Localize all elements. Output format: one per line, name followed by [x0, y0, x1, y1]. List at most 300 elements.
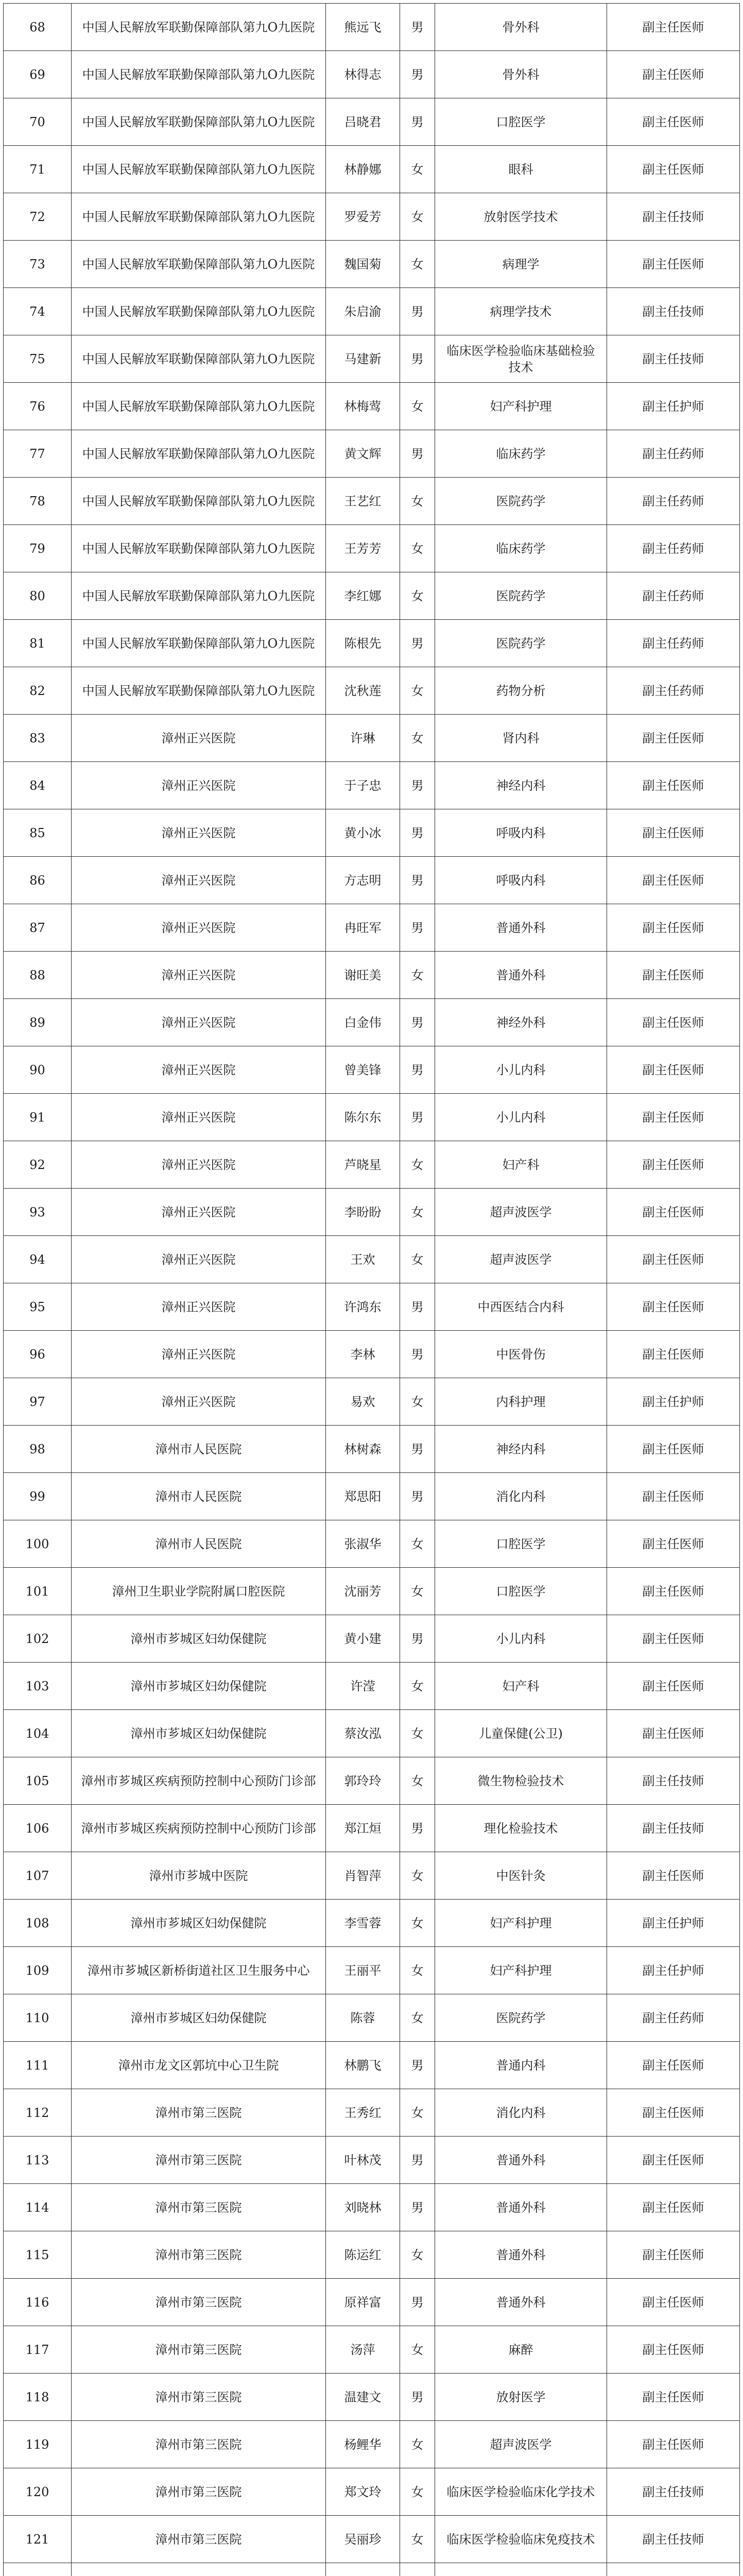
unit-cell: 漳州市第三医院: [72, 2421, 326, 2468]
table-row: [4, 667, 740, 715]
gender-cell: 男: [400, 430, 435, 478]
specialty-cell: 妇产科护理: [435, 1900, 607, 1947]
table-row: [4, 1994, 740, 2042]
specialty-cell: 内科护理: [435, 1378, 607, 1426]
table-row: [4, 1046, 740, 1094]
gender-cell: 女: [400, 572, 435, 620]
gender-cell: 女: [400, 1994, 435, 2042]
qualification-cell: 副主任医师: [607, 1615, 740, 1663]
table-row: [4, 335, 740, 383]
table-row: [4, 952, 740, 999]
gender-cell: 女: [400, 1568, 435, 1615]
gender-cell: 女: [400, 2326, 435, 2374]
name-cell: 原祥富: [326, 2279, 400, 2326]
name-cell: 林鹏飞: [326, 2042, 400, 2089]
qualification-cell: 副主任医师: [607, 857, 740, 904]
gender-cell: 女: [400, 478, 435, 525]
name-cell: 李雪蓉: [326, 1900, 400, 1947]
gender-cell: 女: [400, 952, 435, 999]
name-cell: 黄小冰: [326, 809, 400, 857]
table-row: [4, 2516, 740, 2563]
name-cell: 黄小建: [326, 1615, 400, 1663]
row-number: 95: [4, 1283, 72, 1331]
gender-cell: 男: [400, 2137, 435, 2184]
unit-cell: 漳州正兴医院: [72, 1236, 326, 1283]
specialty-cell: 妇产科护理: [435, 1947, 607, 1994]
qualification-cell: 副主任医师: [607, 2421, 740, 2468]
gender-cell: 女: [400, 1141, 435, 1189]
gender-cell: 男: [400, 51, 435, 98]
unit-cell: 中国人民解放军联勤保障部队第九O九医院: [72, 146, 326, 193]
table-row: [4, 620, 740, 667]
unit-cell: 中国人民解放军联勤保障部队第九O九医院: [72, 51, 326, 98]
table-row: [4, 1805, 740, 1852]
specialty-cell: 普通外科: [435, 904, 607, 952]
row-number: 77: [4, 430, 72, 478]
specialty-cell: 普通外科: [435, 2137, 607, 2184]
name-cell: 郑文玲: [326, 2468, 400, 2516]
qualification-cell: 副主任药师: [607, 430, 740, 478]
gender-cell: 女: [400, 1520, 435, 1568]
unit-cell: 漳州市龙文区郭坑中心卫生院: [72, 2042, 326, 2089]
unit-cell: 漳州市芗城中医院: [72, 1852, 326, 1900]
row-number: 113: [4, 2137, 72, 2184]
specialty-cell: 儿童保健(公卫): [435, 1710, 607, 1757]
specialty-cell: 理化检验技术: [435, 1805, 607, 1852]
specialty-cell: 神经外科: [435, 999, 607, 1046]
qualification-cell: 副主任药师: [607, 620, 740, 667]
name-cell: 肖智萍: [326, 1852, 400, 1900]
table-row: [4, 2279, 740, 2326]
table-body: [4, 4, 740, 2576]
gender-cell: 女: [400, 667, 435, 715]
gender-cell: 男: [400, 2042, 435, 2089]
row-number: 84: [4, 762, 72, 809]
table-row: [4, 98, 740, 146]
gender-cell: 男: [400, 288, 435, 335]
specialty-cell: 妇产科: [435, 1663, 607, 1710]
gender-cell: 女: [400, 2468, 435, 2516]
qualification-cell: 副主任医师: [607, 1520, 740, 1568]
unit-cell: 漳州市芗城区疾病预防控制中心预防门诊部: [72, 1757, 326, 1805]
row-number: 109: [4, 1947, 72, 1994]
row-number: 100: [4, 1520, 72, 1568]
specialty-cell: 普通外科: [435, 2279, 607, 2326]
specialty-cell: 呼吸内科: [435, 857, 607, 904]
unit-cell: 漳州市第三医院: [72, 2137, 326, 2184]
gender-cell: 男: [400, 762, 435, 809]
qualification-cell: 副主任医师: [607, 2089, 740, 2137]
qualification-cell: 副主任医师: [607, 2137, 740, 2184]
qualification-cell: 副主任医师: [607, 2231, 740, 2279]
table-row: [4, 1520, 740, 1568]
unit-cell: 漳州市芗城区妇幼保健院: [72, 1663, 326, 1710]
name-cell: 汤萍: [326, 2326, 400, 2374]
specialty-cell: 中医骨伤: [435, 1331, 607, 1378]
table-row: [4, 715, 740, 762]
unit-cell: 中国人民解放军联勤保障部队第九O九医院: [72, 667, 326, 715]
specialty-cell: 肾内科: [435, 715, 607, 762]
table-row: [4, 478, 740, 525]
specialty-cell: 临床医学检验临床基础检验技术: [435, 335, 607, 383]
gender-cell: 男: [400, 1283, 435, 1331]
unit-cell: 漳州正兴医院: [72, 1141, 326, 1189]
name-cell: 林得志: [326, 51, 400, 98]
gender-cell: 女: [400, 1710, 435, 1757]
unit-cell: 漳州市人民医院: [72, 1520, 326, 1568]
gender-cell: 女: [400, 383, 435, 430]
gender-cell: 女: [400, 1900, 435, 1947]
specialty-cell: 临床药学: [435, 430, 607, 478]
table-row: [4, 430, 740, 478]
gender-cell: 男: [400, 1805, 435, 1852]
row-number: 74: [4, 288, 72, 335]
table-row: [4, 762, 740, 809]
gender-cell: 男: [400, 1046, 435, 1094]
table-row: [4, 383, 740, 430]
specialty-cell: 超声波医学: [435, 1236, 607, 1283]
unit-cell: 漳州市第三医院: [72, 2089, 326, 2137]
name-cell: 方志明: [326, 857, 400, 904]
table-row: [4, 1378, 740, 1426]
row-number: 75: [4, 335, 72, 383]
unit-cell: 漳州市第三医院: [72, 2516, 326, 2563]
gender-cell: 女: [400, 1757, 435, 1805]
unit-cell: 漳州市第三医院: [72, 2279, 326, 2326]
row-number: 70: [4, 98, 72, 146]
row-number: 85: [4, 809, 72, 857]
qualification-cell: 副主任医师: [607, 904, 740, 952]
name-cell: 郑江烜: [326, 1805, 400, 1852]
gender-cell: [400, 2563, 435, 2576]
table-row: [4, 2563, 740, 2576]
unit-cell: 漳州正兴医院: [72, 715, 326, 762]
qualification-cell: 副主任医师: [607, 1141, 740, 1189]
qualification-cell: 副主任医师: [607, 1094, 740, 1141]
row-number: 102: [4, 1615, 72, 1663]
name-cell: 张淑华: [326, 1520, 400, 1568]
row-number: 112: [4, 2089, 72, 2137]
name-cell: 沈秋莲: [326, 667, 400, 715]
row-number: 106: [4, 1805, 72, 1852]
qualification-cell: 副主任医师: [607, 1236, 740, 1283]
row-number: 91: [4, 1094, 72, 1141]
unit-cell: 漳州正兴医院: [72, 1331, 326, 1378]
table-row: [4, 999, 740, 1046]
qualification-cell: 副主任医师: [607, 146, 740, 193]
gender-cell: 男: [400, 1331, 435, 1378]
unit-cell: 漳州正兴医院: [72, 1046, 326, 1094]
gender-cell: 女: [400, 525, 435, 572]
gender-cell: 男: [400, 1094, 435, 1141]
unit-cell: 漳州市芗城区新桥街道社区卫生服务中心: [72, 1947, 326, 1994]
qualification-cell: 副主任医师: [607, 1283, 740, 1331]
qualification-cell: 副主任技师: [607, 2468, 740, 2516]
row-number: 94: [4, 1236, 72, 1283]
table-row: [4, 51, 740, 98]
name-cell: 谢旺美: [326, 952, 400, 999]
name-cell: 吴丽珍: [326, 2516, 400, 2563]
unit-cell: 漳州正兴医院: [72, 809, 326, 857]
name-cell: 林树森: [326, 1426, 400, 1473]
gender-cell: 女: [400, 146, 435, 193]
gender-cell: 女: [400, 1663, 435, 1710]
name-cell: 马建新: [326, 335, 400, 383]
name-cell: 蔡汝泓: [326, 1710, 400, 1757]
unit-cell: 漳州市第三医院: [72, 2468, 326, 2516]
specialty-cell: 中医针灸: [435, 1852, 607, 1900]
row-number: 88: [4, 952, 72, 999]
specialty-cell: 小儿内科: [435, 1615, 607, 1663]
table-row: [4, 1331, 740, 1378]
table-row: [4, 904, 740, 952]
gender-cell: 女: [400, 193, 435, 241]
specialty-cell: 医院药学: [435, 478, 607, 525]
qualification-cell: 副主任技师: [607, 1757, 740, 1805]
gender-cell: 男: [400, 1473, 435, 1520]
specialty-cell: 中西医结合内科: [435, 1283, 607, 1331]
unit-cell: 漳州市芗城区疾病预防控制中心预防门诊部: [72, 1805, 326, 1852]
name-cell: 冉旺军: [326, 904, 400, 952]
unit-cell: 中国人民解放军联勤保障部队第九O九医院: [72, 620, 326, 667]
name-cell: 曾美锋: [326, 1046, 400, 1094]
table-row: [4, 1757, 740, 1805]
row-number: 118: [4, 2374, 72, 2421]
qualification-cell: 副主任医师: [607, 1663, 740, 1710]
qualification-cell: 副主任医师: [607, 2326, 740, 2374]
unit-cell: 中国人民解放军联勤保障部队第九O九医院: [72, 572, 326, 620]
row-number: 110: [4, 1994, 72, 2042]
unit-cell: 漳州市第三医院: [72, 2326, 326, 2374]
name-cell: 叶林茂: [326, 2137, 400, 2184]
name-cell: 温建文: [326, 2374, 400, 2421]
row-number: 73: [4, 241, 72, 288]
name-cell: 王丽平: [326, 1947, 400, 1994]
row-number: 81: [4, 620, 72, 667]
gender-cell: 男: [400, 904, 435, 952]
row-number: 83: [4, 715, 72, 762]
table-row: [4, 2374, 740, 2421]
table-row: [4, 1852, 740, 1900]
row-number: 107: [4, 1852, 72, 1900]
gender-cell: 男: [400, 1615, 435, 1663]
table-row: [4, 857, 740, 904]
name-cell: 王秀红: [326, 2089, 400, 2137]
name-cell: 王欢: [326, 1236, 400, 1283]
unit-cell: 漳州正兴医院: [72, 1189, 326, 1236]
specialty-cell: 临床医学检验临床免疫技术: [435, 2516, 607, 2563]
name-cell: 许鸿东: [326, 1283, 400, 1331]
unit-cell: 漳州正兴医院: [72, 857, 326, 904]
unit-cell: 中国人民解放军联勤保障部队第九O九医院: [72, 241, 326, 288]
unit-cell: 中国人民解放军联勤保障部队第九O九医院: [72, 478, 326, 525]
unit-cell: 中国人民解放军联勤保障部队第九O九医院: [72, 288, 326, 335]
row-number: 79: [4, 525, 72, 572]
row-number: 69: [4, 51, 72, 98]
specialty-cell: [435, 2563, 607, 2576]
name-cell: 芦晓星: [326, 1141, 400, 1189]
unit-cell: 漳州市人民医院: [72, 1426, 326, 1473]
row-number: 80: [4, 572, 72, 620]
specialty-cell: 消化内科: [435, 2089, 607, 2137]
table-row: [4, 2089, 740, 2137]
qualification-cell: 副主任护师: [607, 1900, 740, 1947]
table-row: [4, 2231, 740, 2279]
qualification-cell: 副主任医师: [607, 1710, 740, 1757]
table-row: [4, 1236, 740, 1283]
qualification-cell: 副主任药师: [607, 525, 740, 572]
row-number: 104: [4, 1710, 72, 1757]
qualification-cell: 副主任医师: [607, 2042, 740, 2089]
specialty-cell: 医院药学: [435, 620, 607, 667]
row-number: 96: [4, 1331, 72, 1378]
gender-cell: 女: [400, 2089, 435, 2137]
table-row: [4, 241, 740, 288]
row-number: [4, 2563, 72, 2576]
qualification-cell: 副主任医师: [607, 1852, 740, 1900]
qualification-cell: 副主任医师: [607, 98, 740, 146]
gender-cell: 女: [400, 715, 435, 762]
name-cell: 林静娜: [326, 146, 400, 193]
qualification-cell: 副主任技师: [607, 335, 740, 383]
qualification-cell: 副主任药师: [607, 667, 740, 715]
gender-cell: 男: [400, 999, 435, 1046]
qualification-cell: 副主任药师: [607, 1994, 740, 2042]
name-cell: 王芳芳: [326, 525, 400, 572]
row-number: 97: [4, 1378, 72, 1426]
row-number: 117: [4, 2326, 72, 2374]
table-row: [4, 1283, 740, 1331]
name-cell: 于子忠: [326, 762, 400, 809]
row-number: 101: [4, 1568, 72, 1615]
gender-cell: 女: [400, 1378, 435, 1426]
unit-cell: 漳州市芗城区妇幼保健院: [72, 1710, 326, 1757]
qualification-cell: 副主任医师: [607, 1331, 740, 1378]
qualification-cell: 副主任医师: [607, 1568, 740, 1615]
row-number: 92: [4, 1141, 72, 1189]
name-cell: 陈尔东: [326, 1094, 400, 1141]
qualification-cell: 副主任医师: [607, 952, 740, 999]
gender-cell: 男: [400, 620, 435, 667]
qualification-cell: 副主任技师: [607, 1805, 740, 1852]
specialty-cell: 病理学: [435, 241, 607, 288]
specialty-cell: 口腔医学: [435, 1568, 607, 1615]
name-cell: 李林: [326, 1331, 400, 1378]
table-row: [4, 2184, 740, 2231]
gender-cell: 女: [400, 2421, 435, 2468]
name-cell: 陈蓉: [326, 1994, 400, 2042]
row-number: 86: [4, 857, 72, 904]
table-row: [4, 288, 740, 335]
specialty-cell: 妇产科: [435, 1141, 607, 1189]
qualification-cell: 副主任医师: [607, 809, 740, 857]
table-row: [4, 1900, 740, 1947]
name-cell: 郑思阳: [326, 1473, 400, 1520]
row-number: 115: [4, 2231, 72, 2279]
qualification-cell: 副主任护师: [607, 1947, 740, 1994]
name-cell: 王艺红: [326, 478, 400, 525]
gender-cell: 女: [400, 2231, 435, 2279]
name-cell: 陈运红: [326, 2231, 400, 2279]
personnel-table: [3, 3, 740, 2576]
row-number: 120: [4, 2468, 72, 2516]
unit-cell: 漳州市芗城区妇幼保健院: [72, 1994, 326, 2042]
gender-cell: 女: [400, 1852, 435, 1900]
qualification-cell: 副主任技师: [607, 288, 740, 335]
table-row: [4, 1947, 740, 1994]
name-cell: 陈根先: [326, 620, 400, 667]
unit-cell: 漳州市芗城区妇幼保健院: [72, 1900, 326, 1947]
name-cell: 熊远飞: [326, 4, 400, 51]
table-row: [4, 2137, 740, 2184]
specialty-cell: 病理学技术: [435, 288, 607, 335]
table-row: [4, 146, 740, 193]
table-row: [4, 809, 740, 857]
name-cell: 刘晓林: [326, 2184, 400, 2231]
gender-cell: 女: [400, 2516, 435, 2563]
unit-cell: 漳州正兴医院: [72, 952, 326, 999]
qualification-cell: 副主任医师: [607, 715, 740, 762]
specialty-cell: 眼科: [435, 146, 607, 193]
row-number: 76: [4, 383, 72, 430]
unit-cell: 漳州卫生职业学院附属口腔医院: [72, 1568, 326, 1615]
table-row: [4, 1094, 740, 1141]
name-cell: 林梅莺: [326, 383, 400, 430]
qualification-cell: 副主任护师: [607, 383, 740, 430]
specialty-cell: 普通外科: [435, 2184, 607, 2231]
qualification-cell: [607, 2563, 740, 2576]
qualification-cell: 副主任医师: [607, 241, 740, 288]
row-number: 71: [4, 146, 72, 193]
unit-cell: 中国人民解放军联勤保障部队第九O九医院: [72, 430, 326, 478]
table-row: [4, 1141, 740, 1189]
table-row: [4, 1568, 740, 1615]
row-number: 90: [4, 1046, 72, 1094]
qualification-cell: 副主任医师: [607, 762, 740, 809]
row-number: 72: [4, 193, 72, 241]
specialty-cell: 小儿内科: [435, 1046, 607, 1094]
row-number: 114: [4, 2184, 72, 2231]
gender-cell: 男: [400, 335, 435, 383]
qualification-cell: 副主任技师: [607, 193, 740, 241]
table-row: [4, 2421, 740, 2468]
row-number: 103: [4, 1663, 72, 1710]
qualification-cell: 副主任药师: [607, 572, 740, 620]
qualification-cell: 副主任医师: [607, 999, 740, 1046]
name-cell: 罗爱芳: [326, 193, 400, 241]
table-row: [4, 1473, 740, 1520]
qualification-cell: 副主任医师: [607, 1046, 740, 1094]
gender-cell: 女: [400, 1947, 435, 1994]
row-number: 93: [4, 1189, 72, 1236]
gender-cell: 男: [400, 4, 435, 51]
row-number: 116: [4, 2279, 72, 2326]
unit-cell: 漳州市人民医院: [72, 1473, 326, 1520]
qualification-cell: 副主任药师: [607, 478, 740, 525]
table-row: [4, 1189, 740, 1236]
unit-cell: 漳州市第三医院: [72, 2231, 326, 2279]
specialty-cell: 神经内科: [435, 1426, 607, 1473]
unit-cell: 漳州市芗城区妇幼保健院: [72, 1615, 326, 1663]
row-number: 121: [4, 2516, 72, 2563]
row-number: 111: [4, 2042, 72, 2089]
unit-cell: 漳州市第三医院: [72, 2184, 326, 2231]
table-row: [4, 2042, 740, 2089]
name-cell: 杨鲤华: [326, 2421, 400, 2468]
table-row: [4, 1710, 740, 1757]
gender-cell: 男: [400, 2374, 435, 2421]
row-number: 98: [4, 1426, 72, 1473]
